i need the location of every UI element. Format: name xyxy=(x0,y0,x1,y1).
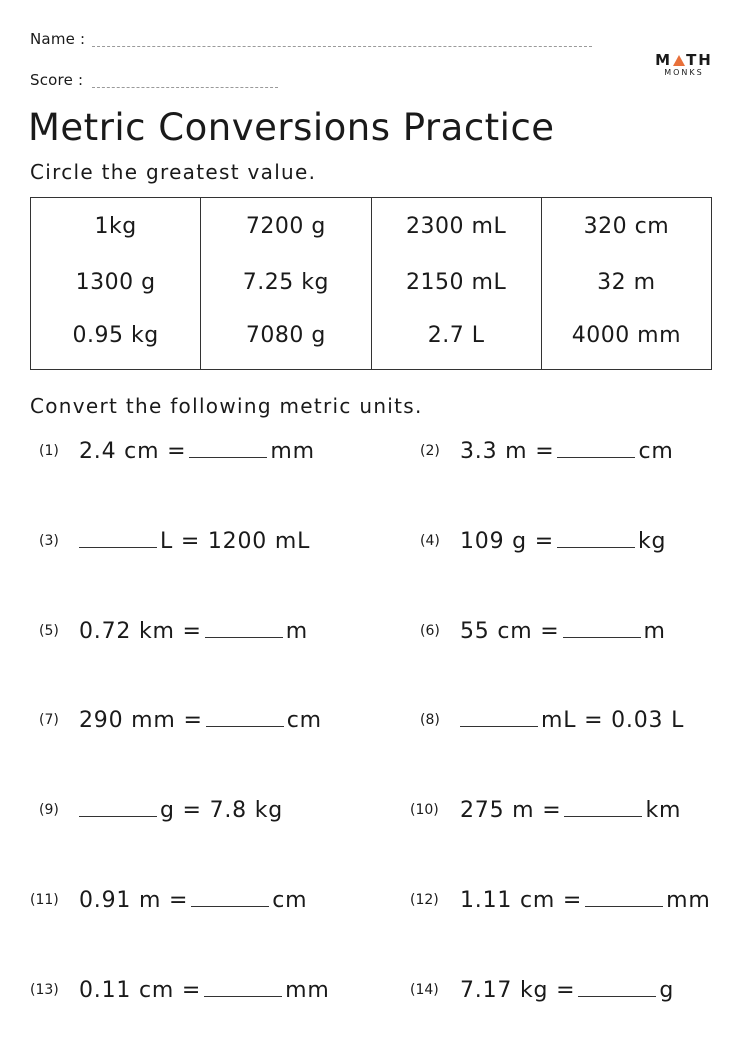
answer-blank[interactable] xyxy=(557,439,635,458)
value-cell[interactable]: 32 m xyxy=(597,270,656,295)
problem-number: (12) xyxy=(410,892,439,908)
problem-expression: 275 m = km xyxy=(460,798,682,823)
values-column xyxy=(31,198,201,369)
problem-number: (11) xyxy=(30,892,59,908)
value-cell[interactable]: 1kg xyxy=(94,214,137,239)
problem-number: (3) xyxy=(39,533,59,549)
problem-expression: mL = 0.03 L xyxy=(460,708,684,733)
name-field[interactable] xyxy=(92,46,592,47)
value-cell[interactable]: 320 cm xyxy=(583,214,670,239)
problem-number: (7) xyxy=(39,712,59,728)
math-monks-logo: M TH MONKS xyxy=(655,51,713,77)
problem-expression: 0.11 cm = mm xyxy=(79,978,330,1003)
value-cell[interactable]: 2150 mL xyxy=(406,270,507,295)
problem-expression: 0.91 m = cm xyxy=(79,888,308,913)
value-cell[interactable]: 2.7 L xyxy=(427,323,485,348)
values-column xyxy=(542,198,711,369)
answer-blank[interactable] xyxy=(564,798,642,817)
answer-blank[interactable] xyxy=(79,798,157,817)
values-table xyxy=(30,197,712,370)
value-cell[interactable]: 0.95 kg xyxy=(72,323,159,348)
problem-expression: 2.4 cm = mm xyxy=(79,439,315,464)
problem-expression: L = 1200 mL xyxy=(79,529,310,554)
value-cell[interactable]: 7200 g xyxy=(245,214,326,239)
problem-number: (6) xyxy=(420,623,440,639)
answer-blank[interactable] xyxy=(191,888,269,907)
problem-expression: 0.72 km = m xyxy=(79,619,309,644)
problem-number: (5) xyxy=(39,623,59,639)
section1-instruction: Circle the greatest value. xyxy=(30,160,317,184)
value-cell[interactable]: 7.25 kg xyxy=(242,270,329,295)
problem-expression: g = 7.8 kg xyxy=(79,798,283,823)
value-cell[interactable]: 7080 g xyxy=(245,323,326,348)
value-cell[interactable]: 2300 mL xyxy=(406,214,507,239)
answer-blank[interactable] xyxy=(557,529,635,548)
answer-blank[interactable] xyxy=(563,619,641,638)
problem-number: (4) xyxy=(420,533,440,549)
problem-number: (1) xyxy=(39,443,59,459)
answer-blank[interactable] xyxy=(189,439,267,458)
answer-blank[interactable] xyxy=(206,708,284,727)
answer-blank[interactable] xyxy=(578,978,656,997)
page-title: Metric Conversions Practice xyxy=(28,106,555,149)
section2-instruction: Convert the following metric units. xyxy=(30,394,423,418)
problem-number: (9) xyxy=(39,802,59,818)
problem-expression: 290 mm = cm xyxy=(79,708,322,733)
answer-blank[interactable] xyxy=(460,708,538,727)
problem-expression: 1.11 cm = mm xyxy=(460,888,711,913)
problem-expression: 3.3 m = cm xyxy=(460,439,674,464)
problem-number: (2) xyxy=(420,443,440,459)
problem-number: (8) xyxy=(420,712,440,728)
problem-expression: 109 g = kg xyxy=(460,529,667,554)
answer-blank[interactable] xyxy=(204,978,282,997)
logo-triangle-icon xyxy=(673,55,685,66)
problem-number: (14) xyxy=(410,982,439,998)
score-label: Score : xyxy=(30,71,84,89)
value-cell[interactable]: 4000 mm xyxy=(571,323,682,348)
score-field[interactable] xyxy=(92,87,278,88)
problem-number: (10) xyxy=(410,802,439,818)
value-cell[interactable]: 1300 g xyxy=(75,270,156,295)
values-column xyxy=(372,198,542,369)
answer-blank[interactable] xyxy=(585,888,663,907)
problem-expression: 55 cm = m xyxy=(460,619,666,644)
answer-blank[interactable] xyxy=(205,619,283,638)
answer-blank[interactable] xyxy=(79,529,157,548)
values-column xyxy=(201,198,371,369)
problem-number: (13) xyxy=(30,982,59,998)
problem-expression: 7.17 kg = g xyxy=(460,978,675,1003)
name-label: Name : xyxy=(30,30,86,48)
